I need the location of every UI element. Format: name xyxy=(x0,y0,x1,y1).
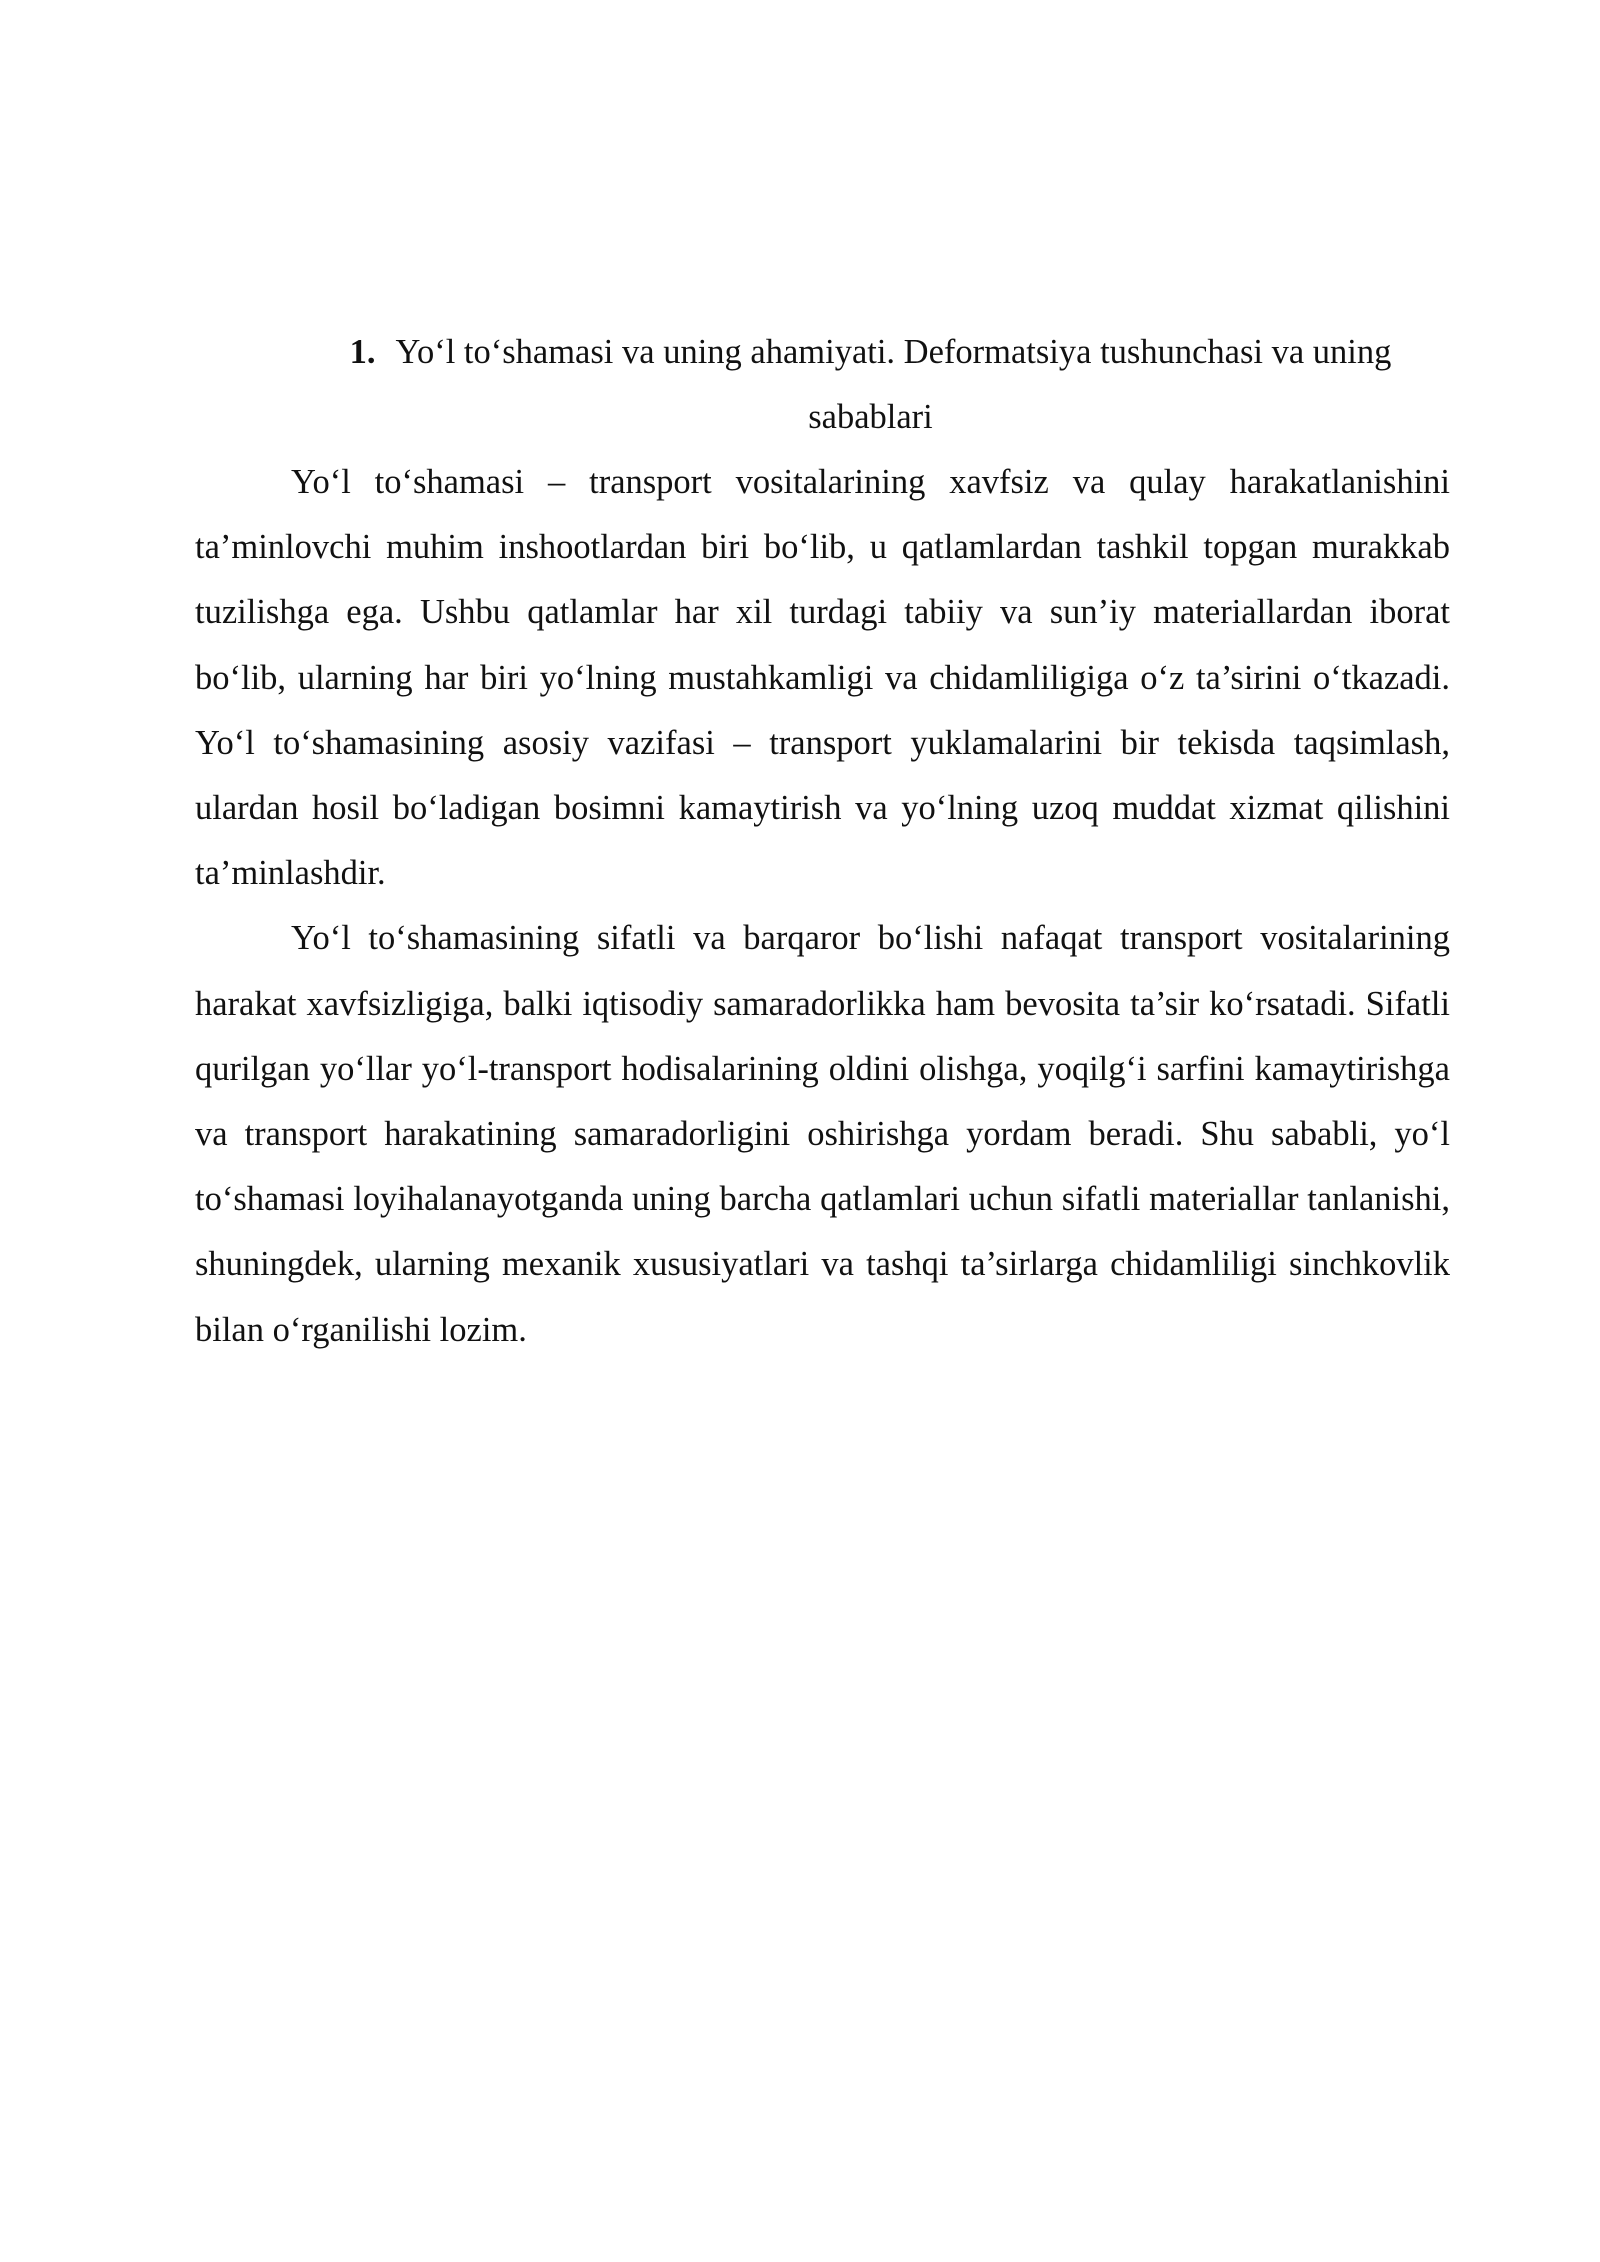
section-number: 1. xyxy=(349,333,376,371)
paragraph-2: Yo‘l to‘shamasining sifatli va barqaror bo‘lishi nafaqat transport vositalarining harakat xavfsizligiga, balki iqtisodiy samaradorlikka ham bevosita ta’sir ko‘rsatadi. Sifatli qurilgan yo‘llar yo‘l-transport hodisalarining oldini olishga, yoqilg‘i sarfini kamaytirishga va transport harakatining samaradorligini oshirishga yordam beradi. Shu sababli, yo‘l to‘shamasi loyihalanayotganda uning barcha qatlamlari uchun sifatli materiallar tanlanishi, shuningdek, ularning mexanik xususiyatlari va tashqi ta’sirlarga chidamliligi sinchkovlik bilan o‘rganilishi lozim. xyxy=(195,919,1450,1349)
page-content xyxy=(195,320,1450,1363)
section-title: Yo‘l to‘shamasi va uning ahamiyati. Deformatsiya tushunchasi va uning sabablari xyxy=(395,333,1392,436)
section-heading xyxy=(195,320,1450,450)
paragraph-1: Yo‘l to‘shamasi – transport vositalarining xavfsiz va qulay harakatlanishini ta’minlovchi muhim inshootlardan biri bo‘lib, u qatlamlardan tashkil topgan murakkab tuzilishga ega. Ushbu qatlamlar har xil turdagi tabiiy va sun’iy materiallardan iborat bo‘lib, ularning har biri yo‘lning mustahkamligi va chidamliligiga o‘z ta’sirini o‘tkazadi. Yo‘l to‘shamasining asosiy vazifasi – transport yuklamalarini bir tekisda taqsimlash, ulardan hosil bo‘ladigan bosimni kamaytirish va yo‘lning uzoq muddat xizmat qilishini ta’minlashdir. xyxy=(195,463,1450,893)
